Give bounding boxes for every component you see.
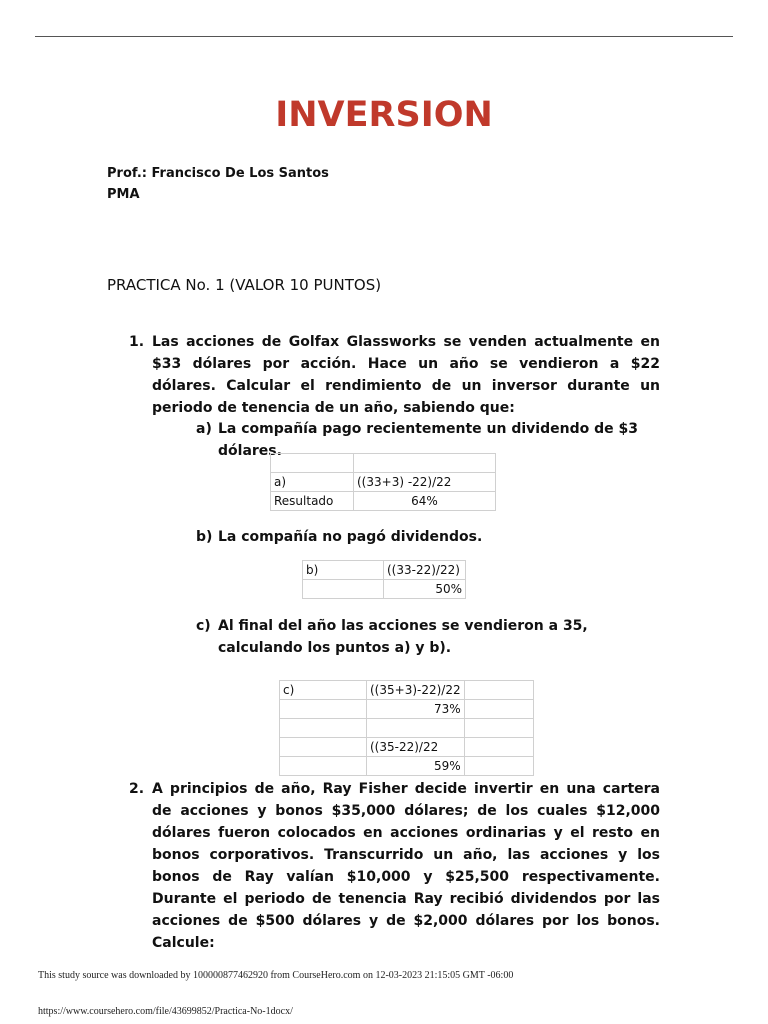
table-cell xyxy=(280,719,367,738)
question-1c-label: c) xyxy=(196,618,211,634)
table-cell xyxy=(280,700,367,719)
download-note: This study source was downloaded by 100000877462920 from CourseHero.com on 12-03-2023 21:15:05 GMT -06:00 xyxy=(38,970,514,981)
question-1c-text: Al final del año las acciones se vendieron a 35, calculando los puntos a) y b). xyxy=(218,618,588,656)
table-cell: ((35-22)/22 xyxy=(367,738,465,757)
table-cell: b) xyxy=(303,561,384,580)
table-cell: ((35+3)-22)/22 xyxy=(367,681,465,700)
question-2-text: A principios de año, Ray Fisher decide invertir en una cartera de acciones y bonos $35,000 dólares; de los cuales $12,000 dólares fueron colocados en acciones ordinarias y el resto en bonos corporativos. Transcurrido un año, las acciones y los bonos de Ray valían $10,000 y $25,500 respectivamente. Durante el periodo de tenencia Ray recibió dividendos por las acciones de $500 dólares y de $2,000 dólares por los bonos. Calcule: xyxy=(152,781,660,951)
table-row xyxy=(271,454,496,473)
table-1c xyxy=(279,680,534,776)
table-row xyxy=(271,492,496,511)
question-1c xyxy=(196,615,662,659)
table-1b xyxy=(302,560,466,599)
table-cell: Resultado xyxy=(271,492,354,511)
question-1a-label: a) xyxy=(196,421,212,437)
subject-code: PMA xyxy=(107,187,140,202)
table-cell xyxy=(271,454,354,473)
table-cell xyxy=(464,700,533,719)
table-row xyxy=(280,738,534,757)
question-1b-label: b) xyxy=(196,529,213,545)
table-row xyxy=(280,719,534,738)
question-2-number: 2. xyxy=(129,781,145,797)
question-1-text: Las acciones de Golfax Glassworks se venden actualmente en $33 dólares por acción. Hace un año se vendieron a $22 dólares. Calcular el rendimiento de un inversor durante un periodo de tenencia de un año, sabiendo que: xyxy=(152,334,660,416)
table-cell: 50% xyxy=(384,580,466,599)
professor-name: Prof.: Francisco De Los Santos xyxy=(107,166,329,181)
table-cell xyxy=(280,757,367,776)
question-1 xyxy=(129,331,660,419)
table-cell xyxy=(354,454,496,473)
source-url: https://www.coursehero.com/file/43699852/Practica-No-1docx/ xyxy=(38,1006,293,1017)
question-1a-text: La compañía pago recientemente un dividendo de $3 dólares. xyxy=(218,421,638,459)
table-cell: ((33+3) -22)/22 xyxy=(354,473,496,492)
table-row xyxy=(280,700,534,719)
table-cell xyxy=(367,719,465,738)
table-cell xyxy=(464,719,533,738)
table-cell xyxy=(303,580,384,599)
document-title: INVERSION xyxy=(275,95,493,135)
table-cell: ((33-22)/22) xyxy=(384,561,466,580)
table-cell xyxy=(464,681,533,700)
table-cell: a) xyxy=(271,473,354,492)
table-cell: 73% xyxy=(367,700,465,719)
question-1b-text: La compañía no pagó dividendos. xyxy=(218,529,483,545)
question-1-number: 1. xyxy=(129,334,145,350)
table-cell: c) xyxy=(280,681,367,700)
practice-heading: PRACTICA No. 1 (VALOR 10 PUNTOS) xyxy=(107,276,382,294)
table-row xyxy=(280,757,534,776)
table-1a xyxy=(270,453,496,511)
table-row xyxy=(280,681,534,700)
table-cell: 59% xyxy=(367,757,465,776)
table-row xyxy=(271,473,496,492)
table-cell xyxy=(464,757,533,776)
table-row xyxy=(303,580,466,599)
table-row xyxy=(303,561,466,580)
table-cell xyxy=(464,738,533,757)
table-cell xyxy=(280,738,367,757)
question-2 xyxy=(129,778,660,954)
question-1b xyxy=(196,526,666,548)
table-cell: 64% xyxy=(354,492,496,511)
top-divider xyxy=(35,36,733,37)
